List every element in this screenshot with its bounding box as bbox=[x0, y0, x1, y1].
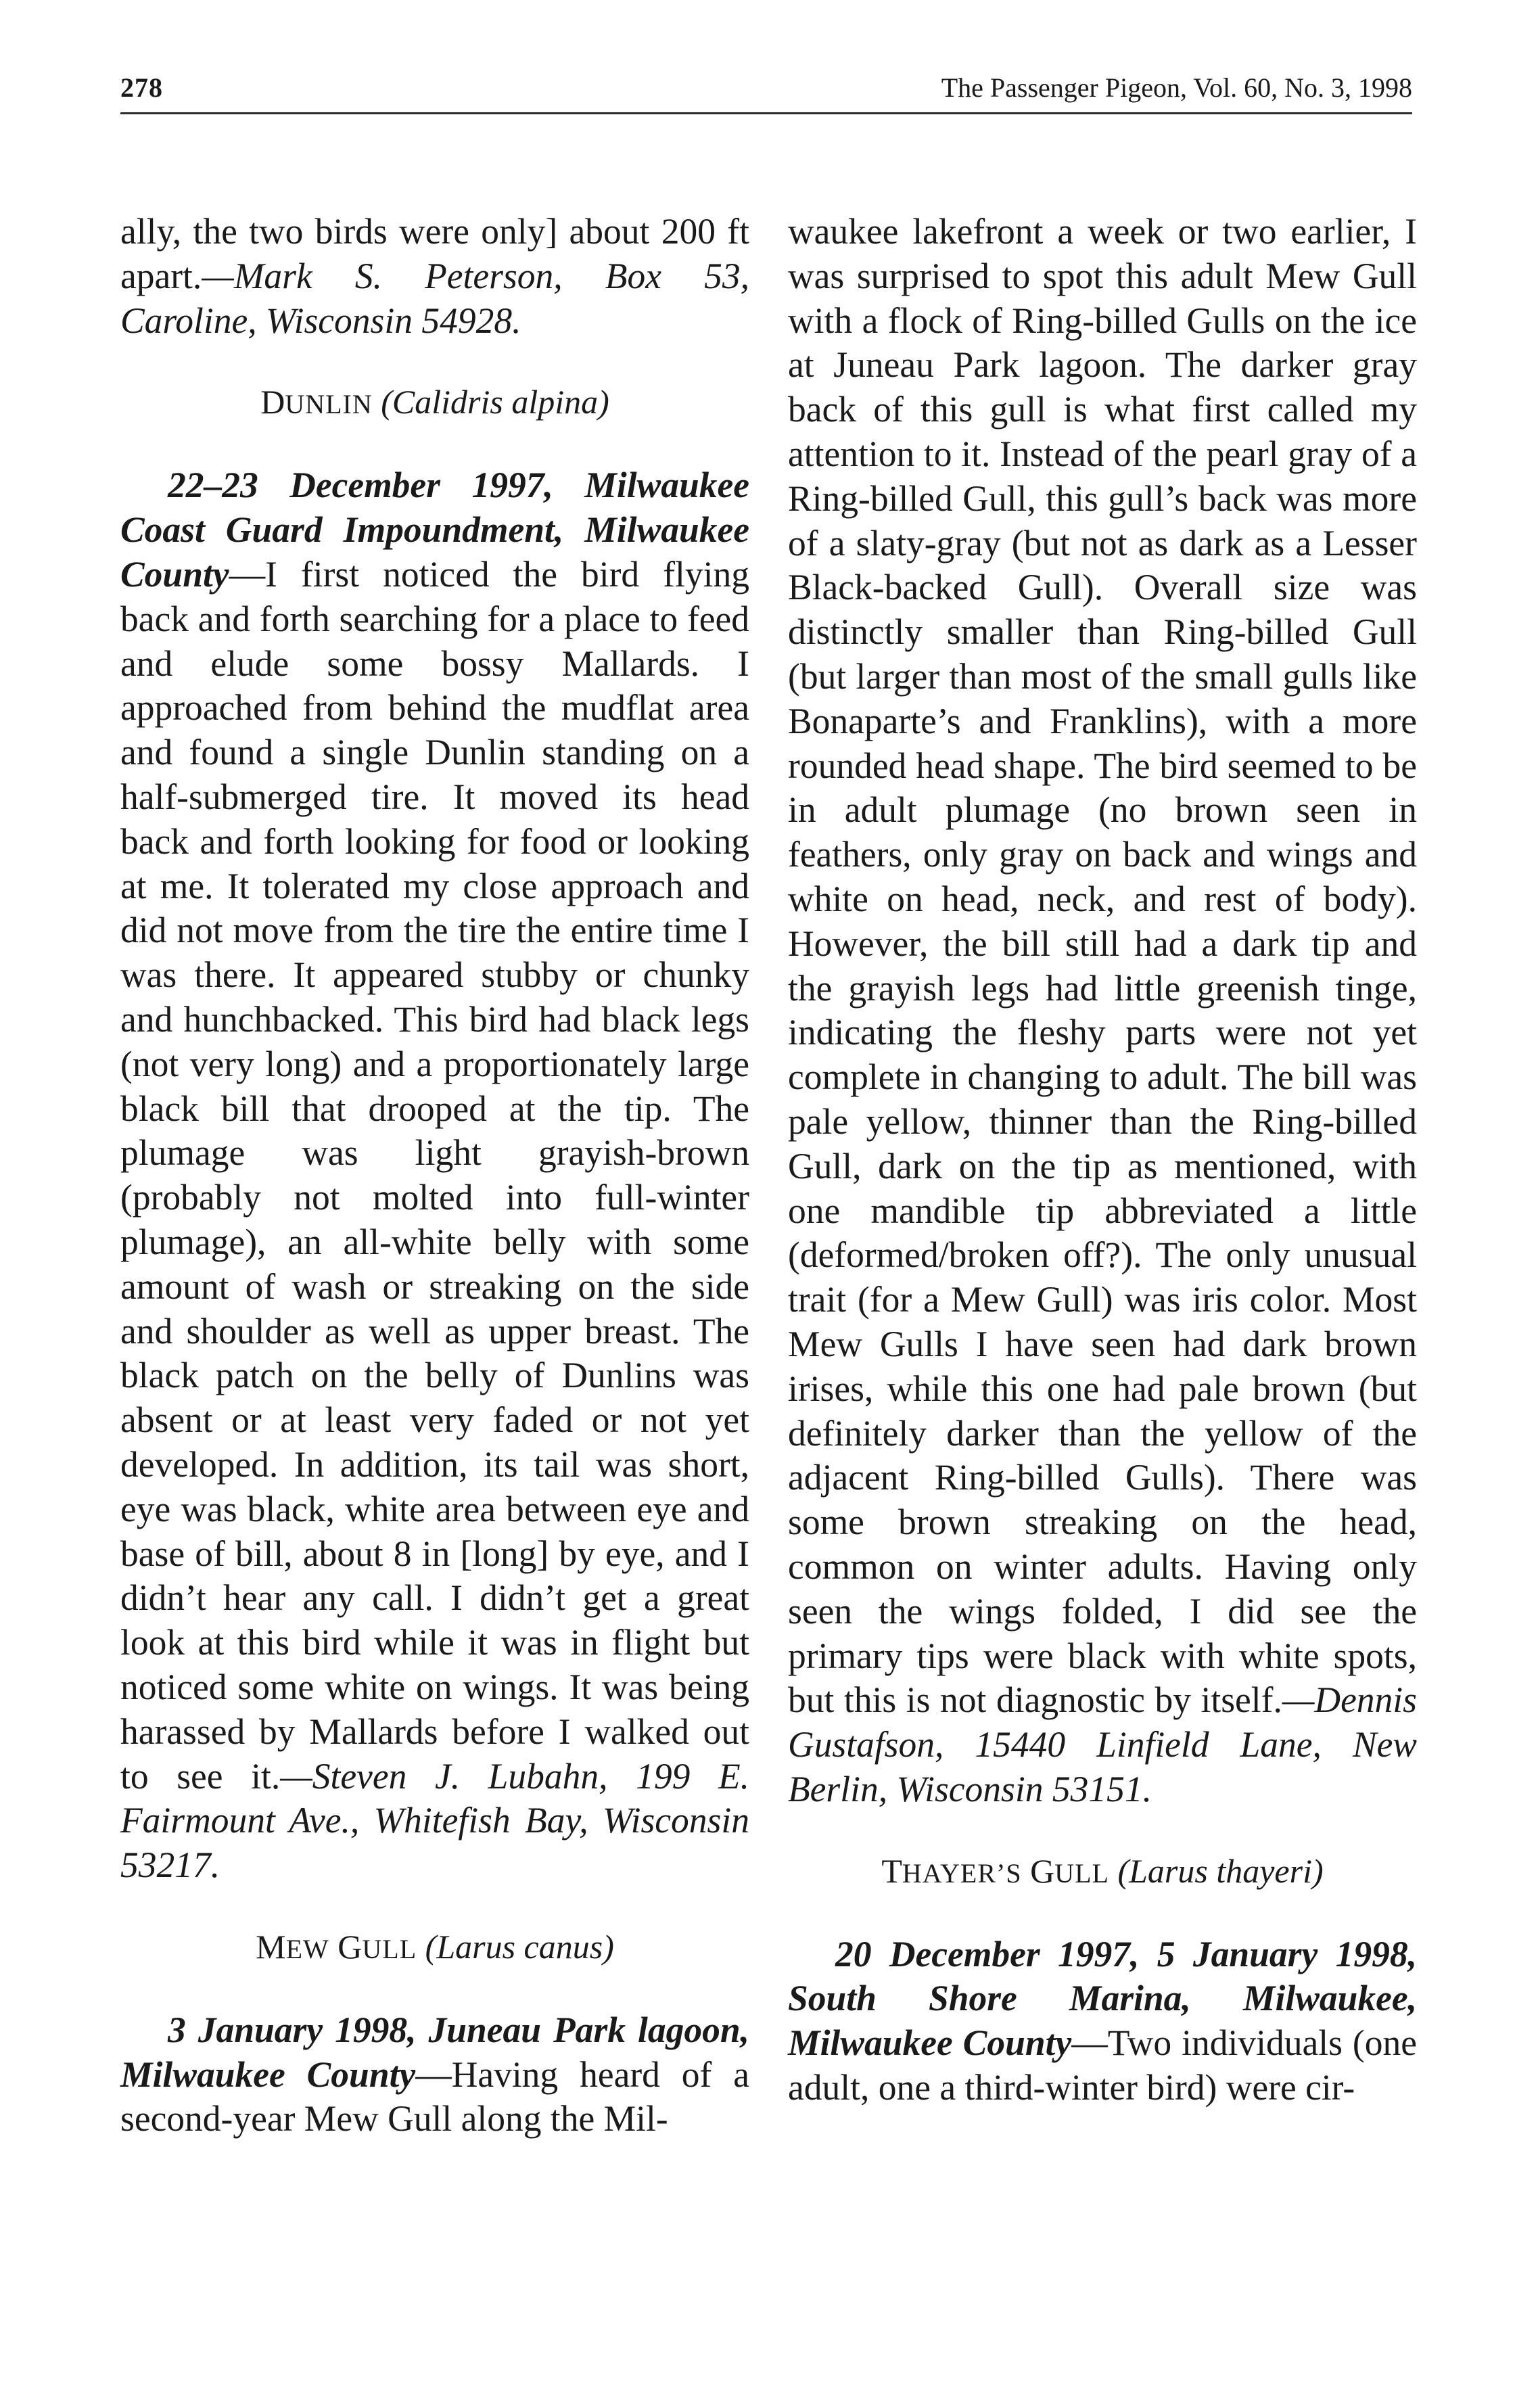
latin-name-mew-gull: (Larus canus) bbox=[425, 1927, 614, 1966]
latin-name-thayers-gull: (Larus thayeri) bbox=[1117, 1851, 1324, 1890]
journal-reference: The Passenger Pigeon, Vol. 60, No. 3, 1998 bbox=[941, 72, 1412, 103]
mew-gull-author: —Dennis Gustafson, 15440 Linfield Lane, New Berlin, Wisconsin 53151. bbox=[788, 1680, 1417, 1809]
dunlin-account bbox=[120, 463, 749, 1888]
running-head bbox=[120, 68, 1412, 114]
thayers-gull-date-location: 20 December 1997, 5 January 1998, South Shore Marina, Milwaukee, Milwaukee County bbox=[788, 1933, 1417, 2064]
mew-gull-account-start bbox=[120, 2008, 749, 2141]
mew-gull-body: waukee lakefront a week or two earlier, I was surprised to spot this adult Mew Gull with a flock of Ring-billed Gulls on the ice at Juneau Park lagoon. The darker gray back of this gull is what first called my attention to it. Instead of the pearl gray of a Ring-billed Gull, this gull’s back was more of a slaty-gray (but not as dark as a Lesser Black-backed Gull). Overall size was distinctly smaller than Ring-billed Gull (but larger than most of the small gulls like Bonaparte’s and Franklins), with a more rounded head shape. The bird seemed to be in adult plumage (no brown seen in feathers, only gray on back and wings and white on head, neck, and rest of body). However, the bill still had a dark tip and the grayish legs had little greenish tinge, indicating the fleshy parts were not yet complete in changing to adult. The bill was pale yellow, thinner than the Ring-billed Gull, dark on the tip as mentioned, with one mandible tip abbreviated a little (deformed/broken off?). The only unusual trait (for a Mew Gull) was iris color. Most Mew Gulls I have seen had dark brown irises, while this one had pale brown (but definitely darker than the yellow of the adjacent Ring-billed Gulls). There was some brown streaking on the head, common on winter adults. Having only seen the wings folded, I did see the primary tips were black with white spots, but this is not diagnostic by itself. bbox=[788, 211, 1417, 1721]
continued-author: —Mark S. Peterson, Box 53, Caroline, Wisconsin 54928. bbox=[120, 255, 749, 341]
latin-name-dunlin: (Calidris alpina) bbox=[381, 383, 609, 421]
page-number: 278 bbox=[120, 72, 163, 103]
dunlin-author: —Steven J. Lubahn, 199 E. Fairmount Ave., Whitefish Bay, Wisconsin 53217. bbox=[120, 1755, 750, 1886]
mew-gull-body-start: —Having heard of a second-year Mew Gull along the Mil- bbox=[120, 2054, 749, 2139]
species-heading-thayers-gull: THAYER’S GULL (Larus thayeri) bbox=[881, 1851, 1324, 1890]
species-heading-dunlin: DUNLIN (Calidris alpina) bbox=[260, 383, 609, 421]
mew-gull-account-continued bbox=[788, 210, 1417, 1812]
thayers-gull-account-start bbox=[788, 1932, 1417, 2110]
right-column bbox=[788, 210, 1417, 2110]
species-heading-mew-gull: MEW GULL (Larus canus) bbox=[256, 1927, 614, 1966]
left-column bbox=[120, 210, 749, 2141]
mew-gull-date-location: 3 January 1998, Juneau Park lagoon, Milwaukee County bbox=[120, 2009, 749, 2095]
continued-paragraph bbox=[120, 210, 749, 343]
dunlin-body: —I first noticed the bird flying back and forth searching for a place to feed and elude some bossy Mallards. I approached from behind the mudflat area and found a single Dunlin standing on a half-submerged tire. It moved its head back and forth looking for food or looking at me. It tolerated my close approach and did not move from the tire the entire time I was there. It appeared stubby or chunky and hunchbacked. This bird had black legs (not very long) and a proportionately large black bill that drooped at the tip. The plumage was light grayish-brown (probably not molted into full-winter plumage), an all-white belly with some amount of wash or streaking on the side and shoulder as well as upper breast. The black patch on the belly of Dunlins was absent or at least very faded or not yet developed. In addition, its tail was short, eye was black, white area between eye and base of bill, about 8 in [long] by eye, and I didn’t hear any call. I didn’t get a great look at this bird while it was in flight but noticed some white on wings. It was being harassed by Mallards before I walked out to see it. bbox=[120, 553, 749, 1797]
dunlin-date-location: 22–23 December 1997, Milwaukee Coast Guard Impoundment, Milwaukee County bbox=[120, 465, 749, 595]
continued-text: ally, the two birds were only] about 200 ft apart. bbox=[120, 211, 749, 296]
thayers-gull-body-start: —Two individuals (one adult, one a third-winter bird) were cir- bbox=[788, 2022, 1417, 2108]
